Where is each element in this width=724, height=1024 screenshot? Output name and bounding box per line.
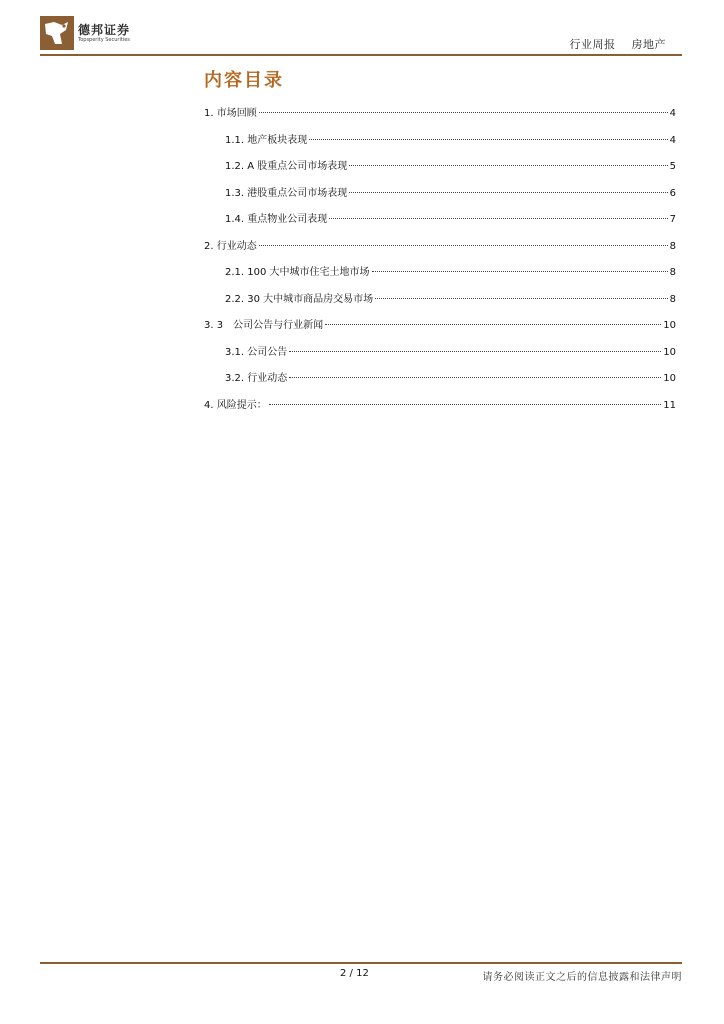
toc-leader-dots xyxy=(349,165,667,166)
toc-entry-page: 8 xyxy=(669,240,676,252)
toc-leader-dots xyxy=(375,298,667,299)
toc-entry-label: 3.2. 行业动态 xyxy=(225,373,288,384)
toc-entry[interactable] xyxy=(204,237,676,264)
toc-entry-page: 10 xyxy=(663,346,676,358)
logo-name-en: Topsperity Securities xyxy=(78,36,130,43)
page-header xyxy=(0,0,724,60)
toc-leader-dots xyxy=(259,112,668,113)
toc-entry-page: 8 xyxy=(669,293,676,305)
toc-entry-page: 7 xyxy=(669,214,676,225)
toc-entry[interactable] xyxy=(204,131,676,158)
toc-entry-page: 8 xyxy=(669,267,676,278)
logo-name-cn: 德邦证券 xyxy=(78,22,131,37)
toc-entry[interactable] xyxy=(204,157,676,184)
toc-entry-page: 11 xyxy=(663,399,676,411)
legal-disclaimer: 请务必阅读正文之后的信息披露和法律声明 xyxy=(482,972,682,983)
toc-entry[interactable] xyxy=(204,263,676,290)
toc-entry[interactable] xyxy=(204,290,676,317)
logo-icon xyxy=(40,16,74,50)
toc-leader-dots xyxy=(372,271,668,272)
toc-entry-label: 1.2. A 股重点公司市场表现 xyxy=(225,161,348,172)
toc-entry[interactable] xyxy=(204,210,676,237)
toc-entry-page: 4 xyxy=(669,134,676,146)
toc-entry-label: 1.1. 地产板块表现 xyxy=(225,134,308,146)
toc-leader-dots xyxy=(349,192,667,193)
toc-entry[interactable] xyxy=(204,396,676,423)
toc-entry-page: 10 xyxy=(663,320,676,331)
toc-entry[interactable] xyxy=(204,316,676,343)
toc-entry-page: 4 xyxy=(669,108,676,119)
toc-entry-label: 2.1. 100 大中城市住宅土地市场 xyxy=(225,267,370,278)
toc-leader-dots xyxy=(289,351,661,352)
toc-entry-page: 6 xyxy=(669,187,676,199)
toc-leader-dots xyxy=(329,218,667,219)
toc-leader-dots xyxy=(325,324,661,325)
toc-entry-page: 10 xyxy=(663,373,676,384)
toc-entry[interactable] xyxy=(204,184,676,211)
toc-title: 内容目录 xyxy=(204,70,284,91)
page-number: 2 / 12 xyxy=(340,968,369,979)
toc-entry-label: 2.2. 30 大中城市商品房交易市场 xyxy=(225,293,374,305)
toc-entry[interactable] xyxy=(204,369,676,396)
table-of-contents xyxy=(204,104,676,422)
toc-entry-label: 3.1. 公司公告 xyxy=(225,346,288,358)
report-meta xyxy=(570,36,667,52)
toc-entry-label: 1.3. 港股重点公司市场表现 xyxy=(225,187,348,199)
toc-leader-dots xyxy=(309,139,667,140)
industry-name: 房地产 xyxy=(631,38,666,51)
toc-entry[interactable] xyxy=(204,104,676,131)
toc-entry-label: 3. 3 公司公告与行业新闻 xyxy=(204,320,324,331)
toc-entry-page: 5 xyxy=(669,161,676,172)
toc-leader-dots xyxy=(269,404,662,405)
company-logo xyxy=(40,16,130,50)
toc-entry[interactable] xyxy=(204,343,676,370)
toc-entry-label: 4. 风险提示： xyxy=(204,399,267,411)
header-rule xyxy=(40,54,682,56)
toc-entry-label: 2. 行业动态 xyxy=(204,240,257,252)
report-type: 行业周报 xyxy=(569,38,616,51)
footer-rule xyxy=(40,962,682,964)
toc-entry-label: 1.4. 重点物业公司表现 xyxy=(225,214,328,225)
toc-leader-dots xyxy=(259,245,668,246)
toc-entry-label: 1. 市场回顾 xyxy=(204,108,257,119)
toc-leader-dots xyxy=(289,377,661,378)
